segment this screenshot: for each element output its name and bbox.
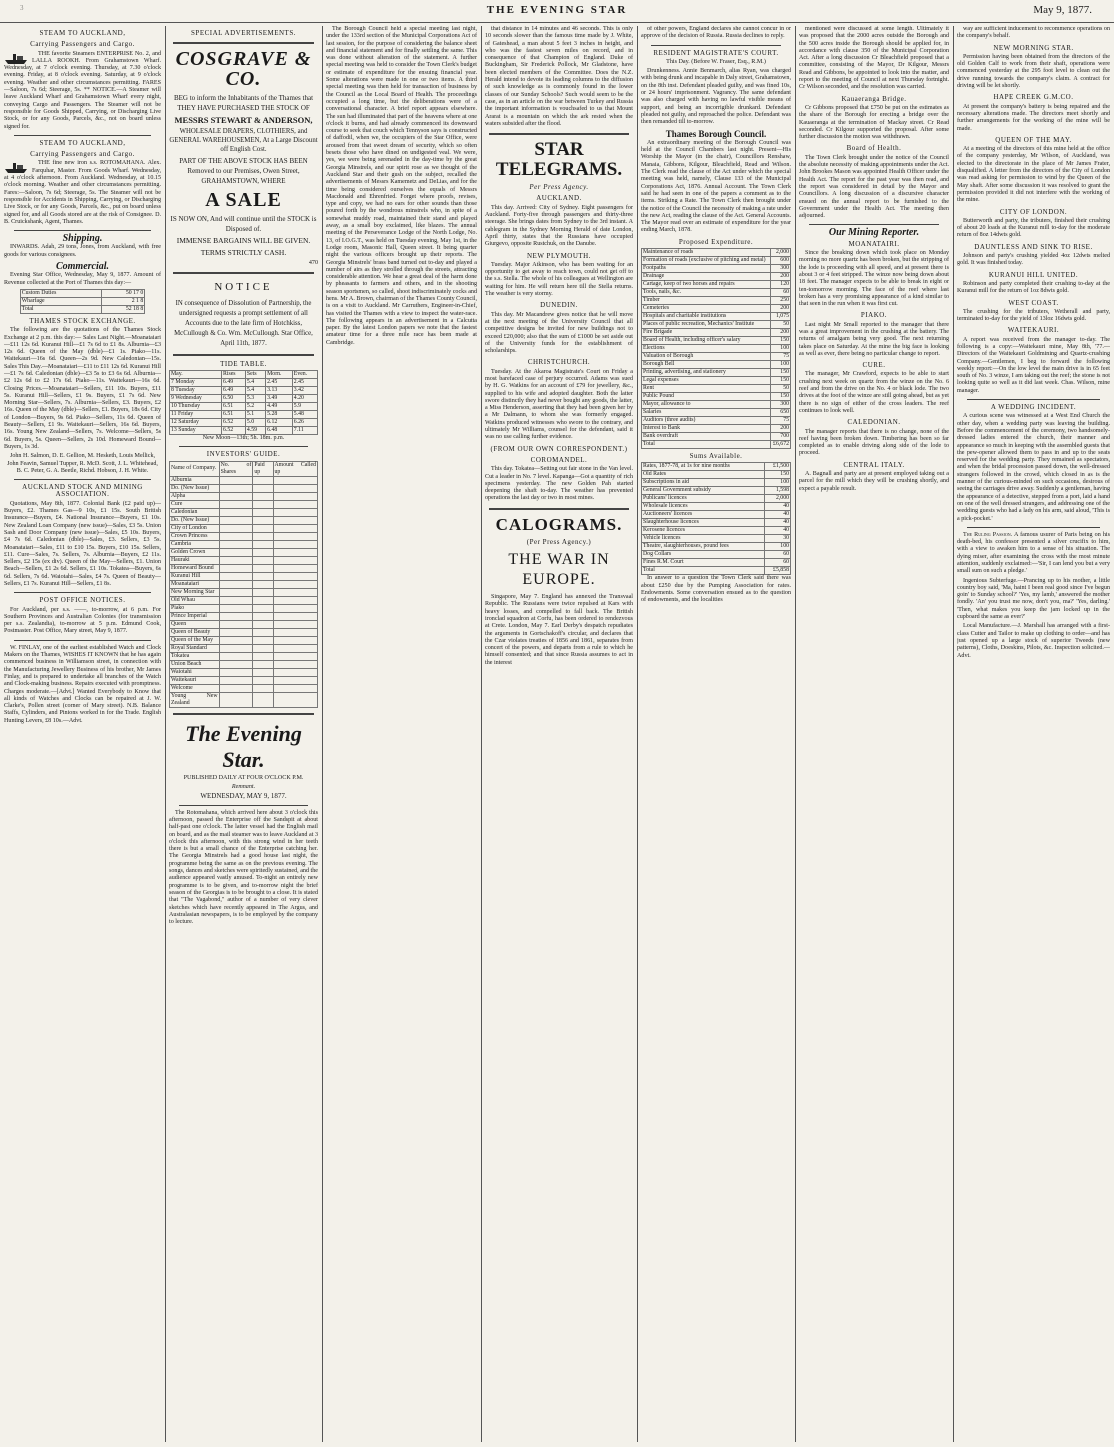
article-text: At present the company's battery is being repaired and the necessary alterations made. The directors meet shortly and further arrangements for the working of the mine will be made. (957, 103, 1110, 132)
table-row: Printing, advertising, and stationery 150 (643, 369, 789, 376)
table-row: Borough Bell 100 (643, 361, 789, 368)
column-3 (326, 26, 477, 1442)
table-row: Welcome (170, 684, 318, 692)
table-row: Public Pound 150 (643, 393, 789, 400)
table-row: Waiotahi (170, 668, 318, 676)
section-heading: POST OFFICE NOTICES. (39, 596, 126, 605)
section-heading: Commercial. (55, 261, 110, 273)
section-heading: MOANATAIRI. (848, 239, 900, 248)
article-text: Butterworth and party, the tributers, finished their crushing of about 20 loads at the Kuranui mill to-day for the moderate return of 8oz 14dwts gold. (957, 217, 1110, 239)
section-heading: SPECIAL ADVERTISEMENTS. (191, 29, 296, 37)
table-row: Kuranui Hill (170, 572, 318, 580)
revenue-table: Custom Duties 50 17 0 Wharfage 2 1 8 Total 52 18 8 (21, 289, 144, 312)
table-row: Queen (170, 620, 318, 628)
table-row: Auditors (three audits) 75 (643, 417, 789, 424)
table-row: Moanataiari (170, 580, 318, 588)
advert-text: W. FINLAY, one of the earliest established Watch and Clock Makers on the Thames, WISHES IT KNOWN that he has again commenced business in Williamson street, in connection with the Manufacturing Jewellery Business of his brother, Mr James Finlay, and is prepared to undertake all branches of the Watch and Clock-making business. Repairs executed with promptness. Charges moderate.—[Advt.] Wanted Everybody to Know that all kinds of Watches and Clocks can be repaired at J. W. Clarke's, Pollen street (corner of Mary street). N.B. Balance Staffs, Cylinders, and Pinions worked in for the Trade. English Hunting Levers, £8 10s.—Advt. (4, 644, 161, 724)
column-6 (799, 26, 949, 1442)
article-text: The manager reports that there is no change, none of the reef having been broken down. Timbering has been so far completed as to enable driving along side of the lode to proceed. (799, 428, 949, 457)
table-row: Elections 100 (643, 345, 789, 352)
table-row: Waitekauri (170, 676, 318, 684)
section-heading: AUCKLAND STOCK AND MINING ASSOCIATION. (22, 483, 143, 499)
advert-text: THE favorite Steamers ENTERPRISE No. 2, and LALLA ROOKH. From Grahamstown Wharf. Wednesday, at 7 o'clock evening. Thursday, at 7.30 o'clock evening. Friday, at 8 o'clock evening. Saturday, at 9 o'clock evening. Weather and other circumstances permitting. FARES—Saloon, 7s 6d; Steerage, 5s. ** NOTICE.—A Steamer will leave Auckland Wharf and Grahamstown Wharf every night, conveying Cargo and Passengers. The Steamer will not be responsible for Goods Shipped, Carrying, or Discharging Live Stock, or for any Goods, Parcels, &c., not on board unless signed for. (4, 50, 161, 130)
section-heading: Shipping. (62, 233, 103, 245)
table-row: Kerosene licences 40 (643, 527, 789, 534)
table-row: Timber 250 (643, 297, 789, 304)
motto: Remnant. (231, 784, 256, 791)
article-text: Since the breaking down which took place on Monday morning no more quartz has been broken, but the stripping of the lode is proceeding with all speed, and at present there is about 3 or 4 feet stripped. The winze now being down about 18 feet. The manager expects to be able to break in eight or ten-tomorrow morning. The face of the reef where last broken has a very promising appearance of a kind similar to that seen in the run when it was first cut. (799, 250, 949, 308)
moon-note: New Moon—13th; 5h. 18m. p.m. (202, 435, 285, 442)
issue-date: May 9, 1877. (1033, 4, 1092, 16)
section-heading: CHRISTCHURCH. (527, 358, 591, 367)
section-heading: A WEDDING INCIDENT. (990, 403, 1077, 412)
article-text: A. Bagnall and party are at present employed taking out a parcel for the mill which they will be crushing shortly, and expect a payable result. (799, 471, 949, 492)
table-row: Union Beach (170, 660, 318, 668)
article-text: The following are the quotations of the Thames Stock Exchange at 2 p.m. this day:— Sales Last Night.—Moanataiari—£11 12s 6d. Kuranui Hill—£1 7s 6d to £1 8s. Alburnia—£3 12s 6d. Queen of the May (dble)—£1 1s. Piako—11s. Waitekauri—16s 6d. Queen—2s 9d. New Caledonian—15s. Sales This Day.—Moanataiari—£11 to £11 12s 6d. Kuranui Hill—£1 7s 6d. Caledonian (dble)—£3 5s to £3 6s 6d. Alburnia—£2 12s 6d to £2 17s 6d. Piako—11s. Waitekauri—16s 6d. Closing Prices.—Moanataiari—Sellers, £11 10s. Buyers, £11 5s. Kuranui Hill—Sellers, £1 9s. Buyers, £1 7s 6d. New Morning Star—Sellers, 7s. Alburnia—Sellers, £3. Buyers, £2 16s. Queen of the May (dble)—Sellers, £1. Buyers, 18s 6d. City of London—Buyers, 9s 6d. Piako—Sellers, 11s 6d. Queen of Beauty—Sellers, £1 9s. Waitekauri—Sellers, 16s 6d. Buyers, 16s. Young New Zealand—Sellers, 7s. Welcome—Sellers, 5s 6d. Buyers, 5s. Queen—Sellers, 2s 10d. Homeward Bound—Buyers, 1s 3d. (4, 327, 161, 450)
article-text: Local Manufacture.—J. Marshall has arranged with a first-class Cutter and Tailor to make up clothing to order—and has just opened up a large stock of superior Tweeds (new patterns), Cloths, Doeskins, Pilots, &c. Inspection solicited.—Advt. (957, 623, 1110, 659)
table-row: Queen of the May (170, 636, 318, 644)
section-heading: DAUNTLESS AND SINK TO RISE. (974, 242, 1093, 251)
section-subheading: Carrying Passengers and Cargo. (30, 40, 135, 49)
advert-text: IMMENSE BARGAINS WILL BE GIVEN. (176, 235, 311, 245)
table-row: Alburnia (170, 476, 318, 484)
table-row: Wholesale licences 40 (643, 503, 789, 510)
article-text: The Ruling Passion. A famous usurer of Paris being on his death-bed, his confessor presented a silver crucifix to him, with a view to awaken him to a sense of his situation. The dying miser, after examining the cross with the most minute attention, suddenly exclaimed:—'Sir, I can lend you but a very small sum on such a pledge.' (957, 531, 1110, 575)
investors-table: Name of Company. No. of Shares Paid up Amount Called up Alburnia Do. (New Issue) Alpha Cure Caledonian Do. (New Issue) City of London Crown Princess Cambria Golden Crown Hauraki Homeward Bound Kuranui Hill Moanataiari New Morning Star Old Whau Piako Prince Imperial Queen Queen of Beauty Queen of the May Royal Standard Tokatea Union Beach Waiotahi Waitekauri Welcome Young New Zealand (171, 461, 316, 706)
star-telegrams-heading: STAR TELEGRAMS. (495, 139, 623, 181)
table-row: Old Whau (170, 596, 318, 604)
broker-list: John H. Salmon, D. E. Gellion, M. Hesketh, Louis Mellick, John Feavin, Samuel Tupper, R. McD. Scott, J. L. Whitehead, B. C. Peter, G. A. Beetle, Richd. Hobson, J. H. White. (7, 453, 158, 474)
column-rule (953, 26, 954, 1442)
column-rule (637, 26, 638, 1442)
page-number: 3 (20, 4, 24, 12)
table-row: Royal Standard (170, 644, 318, 652)
section-heading: Kauaeranga Bridge. (841, 94, 907, 103)
column-5 (641, 26, 791, 1442)
article-text: mentioned were discussed at some length. Ultimately it was proposed that the 2000 acres outside the Borough and the 500 acres inside the Borough should be applied for, in accordance with clause 350 of the Municipal Corporation Act. After a long discussion Cr Bleachfield proposed that a committee, consisting of the Mayor, Dr Kilgour, Messrs Read and Gibbons, be appointed to look into the matter, and report to the meeting of Council at next Thursday fortnight. Cr Wilson seconded, and the resolution was carried. (799, 26, 949, 91)
section-heading: CITY OF LONDON. (999, 207, 1068, 216)
section-subheading: This Day. (Before W. Fraser, Esq., R.M.) (666, 58, 766, 65)
section-heading: INVESTORS' GUIDE. (206, 450, 281, 459)
column-7 (957, 26, 1110, 1442)
column-rule (481, 26, 482, 1442)
table-row: Fines R.M. Court 60 (643, 559, 789, 566)
steamer-icon (4, 51, 28, 65)
table-row: Salaries 650 (643, 409, 789, 416)
steamer-icon (4, 160, 28, 174)
section-heading: Board of Health. (846, 144, 902, 153)
table-row: Old Rates 150 (643, 471, 789, 478)
table-row: Tools, nails, &c. 60 (643, 289, 789, 296)
article-text: This day. Mr Macandrew gives notice that he will move at the next meeting of the University Council that all competitive designs be invited for new buildings not to exceed £20,000; also that the sum of £1000 be set aside out of the University funds for the establishment of scholarships. (485, 311, 633, 355)
table-row: Publicans' licences 2,000 (643, 495, 789, 502)
article-text: The Town Clerk brought under the notice of the Council the absolute necessity of making appointments under the Act. John Brookes Mason was appointed Health Officer under the Health Act. The report for the past year was then read, and the report was considered in detail by the Mayor and Councillors. A long discussion of a discursive character ensued on the annual report to be furnished to the Government under the Health Act. The meeting then adjourned. (799, 154, 949, 220)
section-heading: KURANUI HILL UNITED. (988, 270, 1079, 279)
section-heading: STEAM TO AUCKLAND, (39, 29, 126, 37)
article-text: Quotations, May 8th, 1877. Colonial Bank (£2 paid up)—Buyers, £2. Thames Gas—9 10s, £1 15s. South British Insurance—Buyers, £4. National Insurance—Buyers, £1 10s. New Zealand Loan Company (new issue)—Sales, £3 5s. Union Sash and Door Company (new issue)—Sales, £5 10s. Buyers, £4 7s 6d. Caledonian (dble)—Sales, £3. Sellers, £3 5s. Moanataiari—Sales, £11 to £10 15s. Buyers, £10 15s. Sellers, £11. Cure—Sales, 7s. Sellers, 7s. Alburnia—Buyers, £2 11s. Sellers, £2 15s (ex div). Queen of the May—Sellers, £1. Union Beach—Sellers, £1 2s 6d. Sellers, £1 10s. Tokatea—Buyers, 6s 6d. Sellers, 7s 6d. Waiotahi—Sales, £4 7s. Queen of Beauty—Sellers, £1 7s. Kuranui Hill—Sellers, £1 8s. (4, 500, 161, 587)
calograms-heading: CALOGRAMS. (495, 514, 623, 534)
advert-firm-name: COSGRAVE & CO. (175, 48, 312, 91)
column-4 (485, 26, 633, 1442)
article-text: that distance in 14 minutes and 46 seconds. This is only 10 seconds slower than the famous time made by J. White, of Gateshead, a man about 5 feet 3 inches in height, and who was the fastest seven miles on record, and in consequence of that Champion of England. Duke of Buckingham, Sir Frederick Pollock, Mr Gladstone, have been elected members of the Committee. Does the N.Z. Herald intend to devote its leading columns to the diffusion of such knowledge as is commonly found in the lower classes of our Sunday Schools? Such would seem to be the case, as in an article on the war between Turkey and Russia the important information is vouchsafed to us that Mount Ararat is a mountain on which the ark rested when the waters subsided after the flood. (485, 26, 633, 127)
section-heading: THAMES STOCK EXCHANGE. (29, 316, 136, 325)
section-heading: NEW MORNING STAR. (993, 43, 1074, 52)
advert-headline: MESSRS STEWART & ANDERSON, (174, 115, 313, 126)
column-2 (169, 26, 318, 1442)
table-row: Tokatea (170, 652, 318, 660)
section-heading: RESIDENT MAGISTRATE'S COURT. (653, 48, 779, 57)
section-heading: Proposed Expenditure. (678, 237, 754, 246)
advert-text: BEG to inform the Inhabitants of the Thames that THEY HAVE PURCHASED THE STOCK OF (173, 94, 314, 113)
article-text: At a meeting of the directors of this mine held at the office of the company yesterday, Mr Wilson, of Auckland, was elected to the directorate in the place of Mr James Frater, disqualified. A letter from the directors of the City of London was read asking for permission to wind by the Queen of the May shaft. After some discussion it was resolved to grant the permission provided it did not interfere with the working of the mine. (957, 146, 1110, 204)
table-row: Queen of Beauty (170, 628, 318, 636)
advert-sale-banner: A SALE (205, 188, 282, 211)
table-row: Mayor, allowance to 300 (643, 401, 789, 408)
section-heading: Our Mining Reporter. (828, 227, 920, 239)
article-text: of other powers, England declares she cannot concur in or approve of the decision of Russia. Russia declines to reply. (641, 26, 791, 40)
section-heading: CALEDONIAN. (847, 418, 901, 427)
advert-number: 470 (308, 259, 318, 266)
table-row: Caledonian (170, 508, 318, 516)
section-subheading: (Per Press Agency.) (526, 537, 592, 546)
section-subheading: Per Press Agency. (529, 183, 589, 192)
table-row: Subscriptions in aid 100 (643, 479, 789, 486)
article-text: Drunkenness. Annie Benmarch, alias Ryan, was charged with being drunk and incapable in Daly street, Grahamstown, on the 8th inst. Defendant pleaded guilty, and was fined 10s, or 24 hours' imprisonment. Vagrancy. The same defendant was also charged with having no lawful visible means of support, and being an incorrigible drunkard. Defendant pleaded not guilty, and reproached the police. Defendant was then remanded till to-morrow. (641, 68, 791, 126)
article-text: The manager, Mr Crawford, expects to be able to start crushing next week on quartz from the winze on the No. 6 reef and from the drive on the No. 4 or black lode. The two drives at the foot of the winze are still going ahead, but as yet there is no sign of either of the cross leaders. The reef continues to look well. (799, 371, 949, 414)
section-heading: NEW PLYMOUTH. (526, 251, 591, 260)
article-text: The Borough Council held a special meeting last night, under the 133rd section of the Municipal Corporations Act of last session, for the purpose of considering the balance sheet and financial statement and for finally settling the same. This was done without alteration of the statement. A further special meeting was held to consider the Town Clerk's budget or estimate of expenditure for the ensuing financial year. Some alterations were made in one or two items. A third special meeting was then held for transaction of business by the Council as the Local Board of Health. The proceedings occupied a long time, but the deliberations were of a conversational character. A brief report appears elsewhere. The sun had illuminated that part of the heavens where at one o'clock it burns, and had already commenced its downward course to seek that couch which Tennyson says is constructed of daffodil, when we, the occupiers of the Star Office, were aroused from that sweet dream of security, which so often besets those who have dined on undigested veal. We were, yes, we were being serenaded in the day-time by the great Georgia Minstrels, and our spirit rose as we thought of the Auckland Star and their gush on the subject, recalled the advertisements of Messrs Kamemetz and DeLias, and for the time being considered ourselves the equals of Messrs Macdonald and Ehrenfried. Forget where proofs, revises, type and copy, we had no ears for other sounds than those poured forth by the wondrous minstrels who, in spite of a somewhat muddy road, maintained their stand and played away, as a small boy exclaimed, like blazes. The annual meeting of the Perseverance Lodge of the North Lodge, No. 13, of I.O.G.T., was held on Tuesday evening, May 1st, in the Lodge room, Masonic Hall, Queen street. It being quarter night the various officers brought up their reports. The Georgia Minstrels' brass band turned out to-day and played a number of airs as they strolled through the streets, attracting considerable attention. We hear a great deal of the harm done by pheasants to farmers and others, and in the shooting season sportsmen, so called, shoot indiscriminately cocks and hens. Mr A. Brown, chairman of the Thames County Council, is on a visit to Auckland. Mr Carruthers, Engineer-in-Chief, has visited the Thames with a view to inspect the water-race. The following appears in an advertisement in a Calcutta paper. By the latest London papers we note that the fastest amateur time for a three mile race has been made at Cambridge. (326, 26, 477, 346)
expenditure-table (641, 248, 791, 449)
advert-text: THE fine new iron s.s. ROTOMAHANA. Alex. Farquhar, Master. From Goods Wharf. Wednesday, at 4 o'clock afternoon. From Auckland. Wednesday, at 10.15 o'clock morning. Weather and other circumstances permitting. Fares:—Saloon, 7s 6d; Steerage, 5s. The Steamer will not be responsible for Accidents in Shipping, Carrying, or Discharging Live Stock, or for any Goods, Parcels, &c., put on board unless signed for, and all Goods stored are at the risk of Consignee. D. B. Cruickshank, Agent, Thames. (4, 160, 161, 225)
article-text: This day. Arrived: City of Sydney. Eight passengers for Auckland. Forty-five through passengers and thirty-three steerage. She brings dates from Sydney to the 3rd instant. A cablegram in the Sydney Morning Herald of date London, April thirty, states that the Russians have occupied Giurgevo, opposite Rustchuk, on the Danube. (485, 204, 633, 248)
table-row: Prince Imperial (170, 612, 318, 620)
section-heading: AUCKLAND. (536, 194, 582, 203)
table-row: Footpaths 300 (643, 265, 789, 272)
advert-text: TERMS STRICTLY CASH. (200, 247, 287, 257)
column-rule (795, 26, 796, 1442)
article-text: Robinson and party completed their crushing to-day at the Kuranui mill for the return of 1oz 8dwts gold. (957, 280, 1110, 295)
table-row: Theatre, slaughterhouses, pound fees 100 (643, 543, 789, 550)
article-text: way are sufficient inducement to recommence operations on the company's behalf. (957, 26, 1110, 40)
section-subheading: Carrying Passengers and Cargo. (30, 150, 135, 159)
section-heading: DUNEDIN. (540, 301, 578, 310)
war-heading: THE WAR IN EUROPE. (508, 551, 610, 589)
table-row: Piako (170, 604, 318, 612)
article-text: Singapore, May 7. England has annexed the Transvaal Republic. The Russians were twice repulsed at Kars with heavy losses, and compelled to fall back. The British ironclad squadron at Corfu, has been ordered to rendezvous at Crete. London, May 7. Earl Derby's despatch repudiates the arguments in Gortschakoff's circular, and declares that the Czar violates treaties of 1856 and 1861, separates from concert of the powers, and departs from a rule to which he himself consented; and that since Russia assumes to act in the interest (485, 594, 633, 666)
article-text: In answer to a question the Town Clerk said there was about £250 due by the Pumping Association for rates. Endowments. Some conversation ensued as to the question of endowments, and the localities (641, 575, 791, 604)
table-row: Board of Health, including officer's salary 150 (643, 337, 789, 344)
newspaper-title: THE EVENING STAR (486, 4, 628, 16)
table-row: Auctioneers' licences 40 (643, 511, 789, 518)
advert-text: PART OF THE ABOVE STOCK HAS BEEN Removed to our Premises, Owen Street, GRAHAMSTOWN, WHERE (179, 156, 308, 185)
table-row: Total £6,672 (643, 441, 789, 448)
section-heading: Thames Borough Council. (665, 128, 767, 139)
article-text: This day. Tokatea—Setting out fair stone in the Van level. Cut a leader in No. 7 level. Kapanga—Got a quantity of rich specimens yesterday. The new Golden Pah started deepening the shaft to-day. The weather has prevented operations the last day or two in most mines. (485, 466, 633, 502)
table-row: Homeward Bound (170, 564, 318, 572)
table-row: Cartage, keep of two horses and repairs 120 (643, 281, 789, 288)
table-row: Places of public recreation, Mechanics' Institute 50 (643, 321, 789, 328)
section-heading: Sums Available. (689, 452, 743, 461)
table-row: Crown Princess (170, 532, 318, 540)
table-row: Slaughterhouse licences 40 (643, 519, 789, 526)
table-row: Rates, 1877-78, at 1s for nine months £1,500 (643, 463, 789, 470)
section-heading: WAITEKAURI. (1007, 326, 1060, 335)
masthead (0, 0, 1114, 23)
article-text: Cr Gibbons proposed that £750 be put on the estimates as the share of the Borough for erecting a bridge over the Kauaeranga at the termination of Mackay street. Cr Read seconded. Cr Kilgour supported the proposal. After some further discussion the motion was withdrawn. (799, 104, 949, 141)
table-row: Do. (New Issue) (170, 484, 318, 492)
section-heading: QUEEN OF THE MAY. (995, 135, 1072, 144)
table-row: Bank overdraft 700 (643, 433, 789, 440)
section-heading: TIDE TABLE. (220, 359, 267, 368)
table-row: Fire Brigade 200 (643, 329, 789, 336)
table-row: Alpha (170, 492, 318, 500)
sums-table (641, 462, 791, 575)
published-line: PUBLISHED DAILY AT FOUR O'CLOCK P.M. (183, 774, 304, 781)
column-1 (4, 26, 161, 1442)
column-rule (322, 26, 323, 1442)
table-row: Cure (170, 500, 318, 508)
table-row: Drainage 200 (643, 273, 789, 280)
article-text: Johnson and party's crushing yielded 4oz 12dwts melted gold. It was finished today. (957, 253, 1110, 267)
table-row: Valuation of Borough 75 (643, 353, 789, 360)
notice-heading: NOTICE (214, 280, 273, 293)
table-row: Cemeteries 200 (643, 305, 789, 312)
table-row: Cambria (170, 540, 318, 548)
article-text: Tuesday. Major Atkinson, who has been waiting for an opportunity to get away to reach town, could not get off to the s.s. Stella. The whole of his colleagues at Wellington are waiting for him. He will return here till the Stella returns. The weather is very stormy. (485, 261, 633, 298)
table-row: Legal expenses 150 (643, 377, 789, 384)
article-text: Ingenious Subterfuge.—Prancing up to his mother, a little country boy said, 'Ma, haint I been real good since I've begun goin' to Sunday school?' 'Yes, my lamb,' answered the mother fondly. 'An' you trust me now, don't you, ma?' 'Yes, darling.' 'Then, what makes you keep the jam locked up in the cupboard the same as ever?' (957, 577, 1110, 621)
section-heading: CURE. (862, 361, 886, 370)
section-heading: CENTRAL ITALY. (843, 460, 905, 469)
table-row: Do. (New Issue) (170, 516, 318, 524)
notice-text: IN consequence of Dissolution of Partnership, the undersigned requests a prompt settlement of all Accounts due to the late firm of Hotchkiss, McCullough & Co. Wm. McCullough. Star Office, April 11th, 1877. (174, 299, 313, 347)
article-text: Tuesday. At the Akaroa Magistrate's Court on Friday a most barefaced case of perjury occurred. Adams was sued by H. G. Watkins for an account of £79 for jewellery, &c., supplied to his wife and adopted daughter. Both the latter swore distinctly they had never bought any goods, the latter, a Miss Henderson, asserting that they had been given her by a Mr Dalmann, to whom she was formerly engaged. Watkins produced witnesses who swore to the contrary, and ultimately Mr Williams, counsel for the defendant, said it was no use calling further evidence. (485, 368, 633, 441)
section-heading: PIAKO. (860, 311, 888, 320)
table-row: General Government subsidy 1,598 (643, 487, 789, 494)
table-row: Hospitals and charitable institutions 1,075 (643, 313, 789, 320)
article-text: A report was received from the manager to-day. The following is a copy:—Waitekauri mine, May 8th, '77.—Directors of the Waitekauri Goldmining and Quartz-crushing Company.—Gentlemen, I beg to forward the following weekly report:—On the low level the main drive is in 65 feet south of No. 3 winze, I am taking out the reef; the stone is not looking quite so well as it did last week. Chas. Wilson, mine manager. (957, 336, 1110, 394)
table-row: Hauraki (170, 556, 318, 564)
table-row: Maintenance of roads 2,000 (643, 249, 789, 256)
section-heading: STEAM TO AUCKLAND, (39, 138, 126, 147)
article-text: Last night Mr Small reported to the manager that there was a great improvement in the crushing at the battery. The returns of amalgam being very good. The next returning takes place on Saturday. At the mine the big face is looking as well as ever, there being no particular change to report. (799, 321, 949, 357)
table-row: Golden Crown (170, 548, 318, 556)
article-text: Evening Star Office, Wednesday, May 9, 1877. Amount of Revenue collected at the Port of Thames this day:— (4, 272, 161, 286)
advert-text: IS NOW ON, And will continue until the STOCK is Disposed of. (170, 214, 317, 233)
table-row: Young New Zealand (170, 692, 318, 707)
table-row: Total £5,858 (643, 567, 789, 574)
section-heading: WEST COAST. (1008, 298, 1059, 307)
advert-text: WHOLESALE DRAPERS, CLOTHIERS, and GENERAL WAREHOUSEMEN, At a Large Discount off English Cost. (169, 127, 318, 153)
table-row: Formation of roads (exclusive of pitching and metal) 600 (643, 257, 789, 264)
article-text: Permission having been obtained from the directors of the old Golden Calf to work from their shaft, operations were commenced yesterday at the 295 foot level to clean out the drive running towards the company's claim. A contract for driving will be let shortly. (957, 53, 1110, 90)
article-text: For Auckland, per s.s. ——, to-morrow, at 6 p.m. For Southern Provinces and Australian Colonies (for transmission per s.s. Zealandia), to-morrow at 5 p.m. Edmund Cook, Postmaster. Post Office, Mary street, May 9, 1877. (4, 606, 161, 635)
article-text: An extraordinary meeting of the Borough Council was held at the Council Chambers last night. Present—His Worship the Mayor (in the chair), Councillors Renshaw, Manaia, Gibbons, Kilgour, Bleachfield, Read and Wilson. The Clerk read the clause of the Act under which the special meeting was held, namely, Clause 133 of the Municipal Corporations Act, 1876. Annual Account. The Town Clerk said he had seen in one of the papers a comment as to the items. Striking a Rate. The Town Clerk then brought under the notice of the Council the necessity of making a rate under the new Act, reading the clause of the Act. General Accounts. The Mayor read over an estimate of expenditure for the year ending March, 1878. (641, 139, 791, 234)
editorial-text: The Rotomahana, which arrived here about 3 o'clock this afternoon, passed the Enterprise off the Sandspit at about half-past one o'clock. The latter vessel had the English mail on board, and as the mail steamer was to leave Auckland at 3 o'clock this afternoon, with this strong wind in her teeth there is but a small chance of the Enterprise catching her. The Georgia Minstrels had a good house last night, the programme being the same as on the previous evening. The songs, dances and sketches were spiritedly sustained, and the audience appeared vastly amused. To-night an entirely new programme is to be given, and to-morrow night the brief season of the Georgias is to be brought to a close. It is stated that "The Vagabond," author of a number of very clever sketches which have recently appeared in The Argus, and Australasian newspapers, is to be employed by the company to lecture. (169, 809, 318, 926)
masthead-evening-star: The Evening Star. (185, 720, 302, 772)
article-text: INWARDS. Adah, 29 tons, Jones, from Auckland, with free goods for various consignees. (4, 244, 161, 258)
editorial-date: WEDNESDAY, MAY 9, 1877. (200, 792, 287, 801)
table-row: Rent 50 (643, 385, 789, 392)
table-row: Dog Collars 60 (643, 551, 789, 558)
table-row: Interest to Bank 200 (643, 425, 789, 432)
column-rule (165, 26, 166, 1442)
table-row: City of London (170, 524, 318, 532)
section-heading: COROMANDEL. (530, 455, 588, 464)
article-text: The crushing for the tributers, Wetherall and party, terminated to-day for the yield of 13loz 16dwts gold. (957, 308, 1110, 323)
article-text: A curious scene was witnessed at a West End Church the other day, when a wedding party was leaving the building. Before the commencement of the ceremony, two handsomely-dressed ladies entered the church, their manner and appearance so much in keeping with the assembled guests that the pew-opener allowed them to pass in and up to the seats reserved for the wedding party. They remained as spectators, and when the bridal procession passed down, the well-dressed strangers followed in the crowd, which closed in as is the manner of the curious-minded on such occasions, desirous of seeing the carriages drive away. Suddenly a gentleman, having the appearance of a detective, stepped from a port, laid a hand on one of the well dressed strangers, and addressing one of the wedding guests who had a lady on his arm, said aloud, 'This is a pick-pocket.' (957, 413, 1110, 522)
table-row: New Morning Star (170, 588, 318, 596)
section-heading: HAPE CREEK G.M.CO. (993, 93, 1074, 102)
section-subheading: (FROM OUR OWN CORRESPONDENT.) (490, 444, 628, 453)
table-row: Vehicle licences 30 (643, 535, 789, 542)
tide-table: May. Rises Sets Morn. Even. 7 Monday 6.49 5.4 2.45 2.45 8 Tuesday 6.49 5.4 3.13 3.42 9 Wednesday 6.50 5.3 3.49 4.20 10 Thursday 6.51 5.2 4.49 5.9 11 Friday 6.51 5.1 5.28 5.48 12 Saturday 6.52 5.0 6.12 6.26 13 Sunday 6.52 4.59 6.48 7.11 (169, 370, 318, 435)
